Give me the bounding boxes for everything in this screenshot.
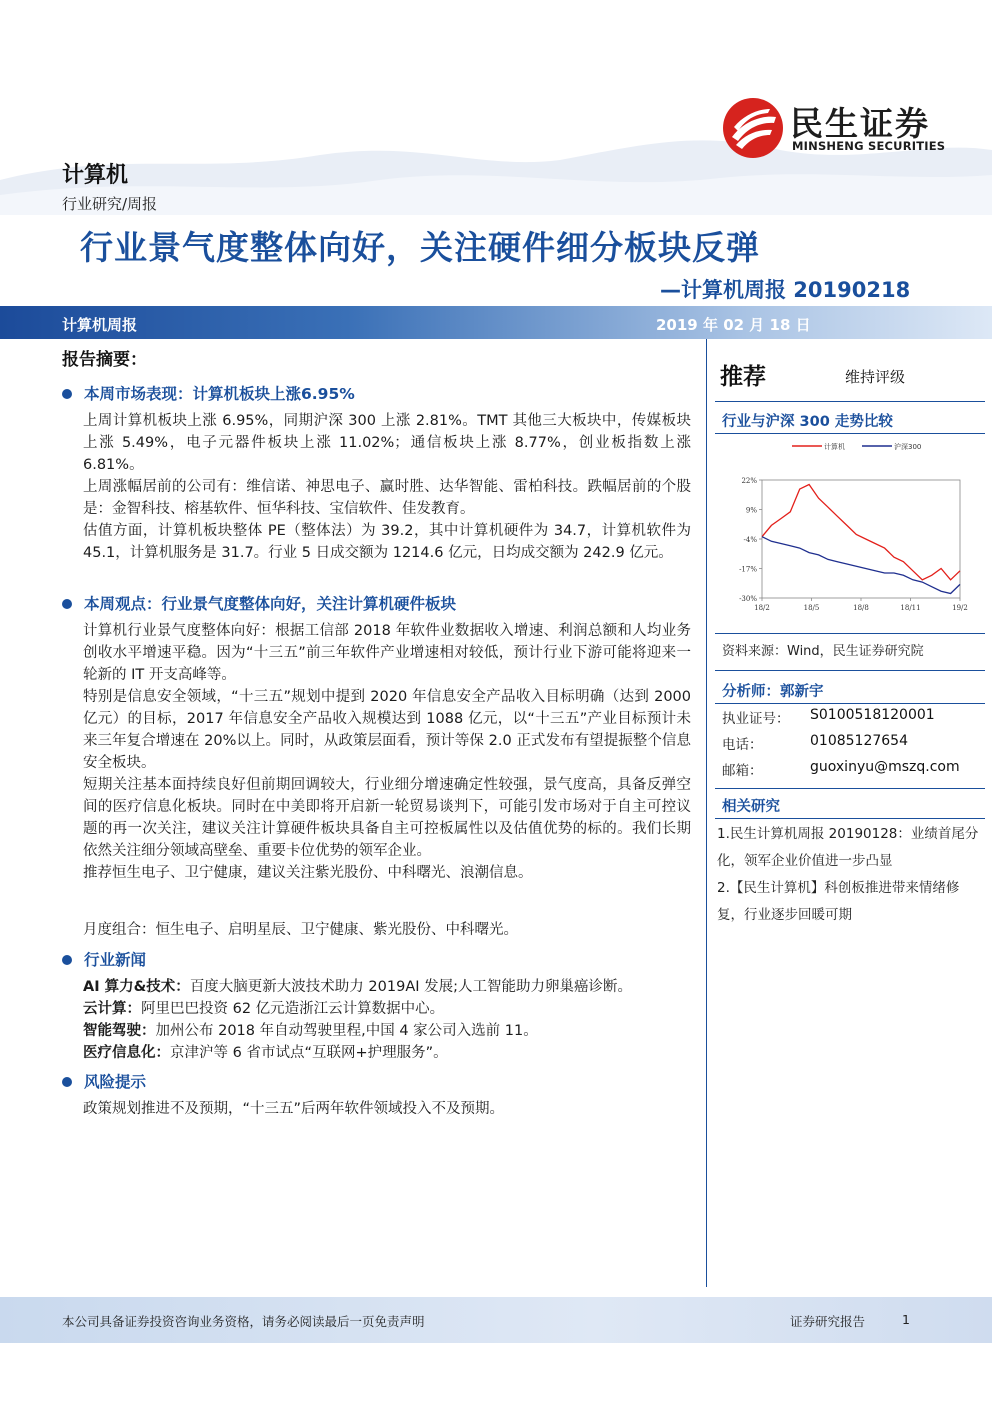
x-tick-label: 18/5 bbox=[803, 604, 820, 612]
recommendation: 推荐 bbox=[720, 364, 766, 390]
divider bbox=[715, 633, 985, 634]
section-heading-risk: 风险提示 bbox=[62, 1070, 146, 1092]
banner-report-name: 计算机周报 bbox=[62, 316, 138, 334]
license-number: S0100518120001 bbox=[810, 707, 935, 723]
data-source: 资料来源：Wind，民生证券研究院 bbox=[722, 644, 924, 659]
related-item[interactable]: 1.民生计算机周报 20190128：业绩首尾分化，领军企业价值进一步凸显 bbox=[717, 826, 979, 869]
banner-date: 2019 年 02 月 18 日 bbox=[656, 316, 811, 334]
info-label: 执业证号： bbox=[722, 711, 790, 727]
monthly-portfolio: 月度组合：恒生电子、启明星辰、卫宁健康、紫光股份、中科曙光。 bbox=[83, 922, 518, 938]
logo-text-en: MINSHENG SECURITIES bbox=[792, 139, 946, 153]
plot-frame bbox=[762, 480, 960, 598]
paragraph: 上周涨幅居前的公司有：维信诺、神思电子、赢时胜、达华智能、雷柏科技。跌幅居前的个股是：金智科技、榕基软件、恒华科技、宝信软件、佳发教育。 bbox=[83, 479, 691, 517]
page-number: 1 bbox=[902, 1312, 910, 1327]
y-tick-label: -17% bbox=[739, 565, 757, 574]
section-heading-view: 本周观点：行业景气度整体向好，关注计算机硬件板块 bbox=[62, 592, 456, 614]
paragraph: 估值方面，计算机板块整体 PE（整体法）为 39.2，其中计算机硬件为 34.7，计算机软件为 45.1，计算机服务是 31.7。行业 5 日成交额为 1214.6 亿元，日均成交额为 242.9 亿元。 bbox=[83, 523, 691, 561]
related-heading: 相关研究 bbox=[722, 799, 780, 815]
paragraph: 短期关注基本面持续良好但前期回调较大，行业细分增速确定性较强，景气度高，具备反弹空间的医疗信息化板块。同时在中美即将开启新一轮贸易谈判下，可能引发市场对于自主可控议题的再一次关注，建议关注计算硬件板块具备自主可控板属性以及估值优势的标的。我们长期依然关注细分领域高壁垒、重要卡位优势的领军企业。 bbox=[83, 777, 691, 859]
section-heading-market: 本周市场表现：计算机板块上涨6.95% bbox=[62, 382, 355, 404]
x-tick-label: 18/11 bbox=[900, 604, 921, 612]
logo-text-cn: 民生证券 bbox=[790, 104, 930, 143]
y-tick-label: -30% bbox=[739, 595, 757, 603]
divider bbox=[715, 670, 985, 671]
footer-report-type: 证券研究报告 bbox=[790, 1314, 866, 1329]
bullet-icon bbox=[62, 1077, 72, 1087]
report-type: 行业研究/周报 bbox=[62, 195, 158, 213]
series-line bbox=[762, 537, 960, 594]
report-title: 行业景气度整体向好，关注硬件细分板块反弹 bbox=[80, 228, 760, 267]
news-list bbox=[83, 976, 691, 1064]
news-item: AI 算力&技术：百度大脑更新大波技术助力 2019AI 发展;人工智能助力卵巢癌诊断。 bbox=[83, 979, 633, 995]
divider bbox=[715, 818, 985, 819]
x-tick-label: 19/2 bbox=[952, 604, 968, 612]
series-line bbox=[762, 485, 960, 580]
x-tick-label: 18/2 bbox=[754, 604, 770, 612]
divider bbox=[715, 433, 985, 434]
divider bbox=[715, 788, 985, 789]
risk-paragraph: 政策规划推进不及预期，“十三五”后两年软件领域投入不及预期。 bbox=[83, 1101, 505, 1117]
summary-heading: 报告摘要： bbox=[62, 350, 147, 370]
bullet-icon bbox=[62, 389, 72, 399]
legend-label: 沪深300 bbox=[894, 443, 922, 451]
news-item: 智能驾驶：加州公布 2018 年自动驾驶里程,中国 4 家公司入选前 11。 bbox=[83, 1023, 538, 1039]
chart-heading: 行业与沪深 300 走势比较 bbox=[722, 414, 893, 430]
title-banner bbox=[0, 306, 992, 339]
y-tick-label: -4% bbox=[743, 536, 757, 544]
minsheng-logo-icon bbox=[722, 97, 784, 159]
sector-label: 计算机 bbox=[62, 163, 129, 188]
legend-label: 计算机 bbox=[824, 443, 845, 451]
report-subtitle: —计算机周报 20190218 bbox=[660, 278, 911, 302]
divider bbox=[715, 703, 985, 704]
y-tick-label: 22% bbox=[741, 477, 757, 485]
section-heading-news: 行业新闻 bbox=[62, 948, 146, 970]
related-item[interactable]: 2.【民生计算机】科创板推进带来情绪修复，行业逐步回暖可期 bbox=[717, 880, 960, 923]
info-label: 电话： bbox=[722, 737, 763, 753]
rating: 维持评级 bbox=[845, 368, 906, 386]
x-tick-label: 18/8 bbox=[853, 604, 869, 612]
divider bbox=[715, 401, 985, 402]
news-item: 医疗信息化：京津沪等 6 省市试点“互联网+护理服务”。 bbox=[83, 1045, 448, 1061]
footer-disclaimer: 本公司具备证券投资咨询业务资格，请务必阅读最后一页免责声明 bbox=[62, 1314, 425, 1329]
paragraph: 特别是信息安全领域，“十三五”规划中提到 2020 年信息安全产品收入目标明确（达到 2000 亿元）的目标，2017 年信息安全产品收入规模达到 1088 亿元，以“十三五”产业目标预计未来三年复合增速在 20%以上。同时，从政策层面看，预计等保 2.0 正式发布有望提振整个信息安全板块。 bbox=[83, 689, 691, 771]
email-address[interactable]: guoxinyu@mszq.com bbox=[810, 759, 960, 775]
info-label: 邮箱： bbox=[722, 763, 763, 779]
news-item: 云计算：阿里巴巴投资 62 亿元造浙江云计算数据中心。 bbox=[83, 1001, 445, 1017]
view-paragraphs bbox=[83, 620, 691, 884]
bullet-icon bbox=[62, 599, 72, 609]
column-divider bbox=[706, 339, 707, 1287]
market-paragraphs bbox=[83, 410, 691, 564]
related-research-list bbox=[717, 821, 979, 929]
paragraph: 上周计算机板块上涨 6.95%，同期沪深 300 上涨 2.81%。TMT 其他三大板块中，传媒板块上涨 5.49%，电子元器件板块上涨 11.02%；通信板块上涨 8.77%，创业板指数上涨 6.81%。 bbox=[83, 413, 691, 473]
bullet-icon bbox=[62, 955, 72, 965]
analyst-heading: 分析师：郭新宇 bbox=[722, 684, 824, 700]
paragraph: 计算机行业景气度整体向好：根据工信部 2018 年软件业数据收入增速、利润总额和人均业务创收水平增速平稳。因为“十三五”前三年软件产业增速相对较低，预计行业下游可能将迎来一轮新的 IT 开支高峰等。 bbox=[83, 623, 691, 683]
paragraph: 推荐恒生电子、卫宁健康，建议关注紫光股份、中科曙光、浪潮信息。 bbox=[83, 865, 533, 881]
y-tick-label: 9% bbox=[745, 506, 757, 515]
trend-chart bbox=[720, 440, 976, 630]
phone-number: 01085127654 bbox=[810, 733, 908, 749]
